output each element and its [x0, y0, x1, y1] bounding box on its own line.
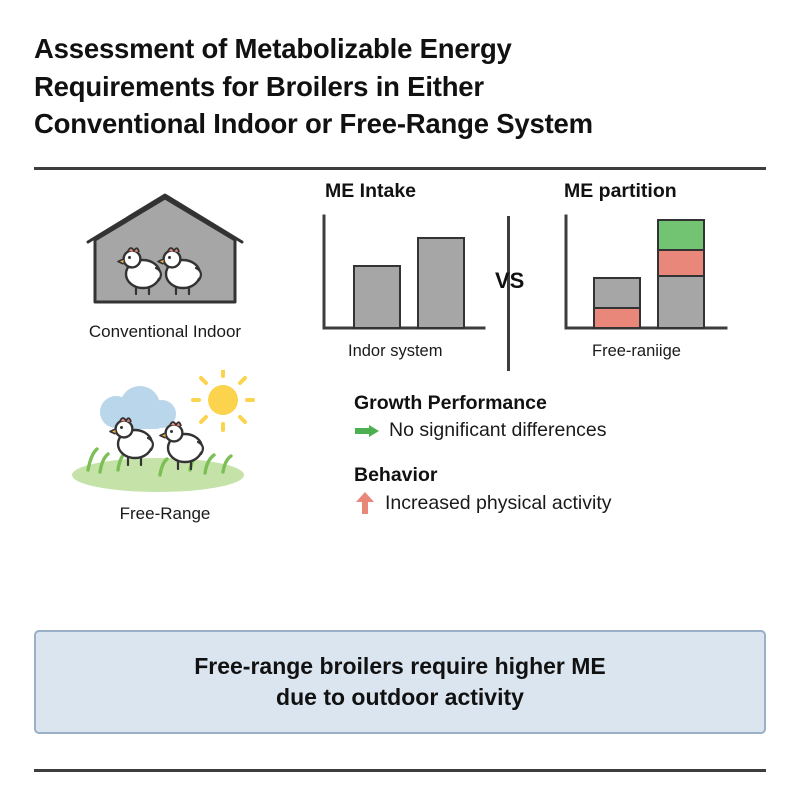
page-title-line-3: Conventional Indoor or Free-Range System [34, 108, 593, 140]
divider-bottom [34, 769, 766, 772]
freerange-caption: Free-Range [119, 504, 211, 524]
arrow-right-green-icon [354, 421, 380, 441]
bar-indoor-maintenance [594, 278, 640, 308]
charts-area [292, 170, 762, 370]
arrow-up-red-icon [354, 491, 376, 515]
indoor-illustration [40, 184, 290, 316]
bar-freerange-growth [658, 220, 704, 250]
bar-indoor [354, 266, 400, 328]
illustration-column [40, 184, 290, 524]
finding-heading-growth: Growth Performance [354, 392, 547, 415]
me-intake-chart-caption: Indor system [348, 342, 443, 361]
vs-label: VS [495, 268, 525, 294]
title-block [34, 0, 766, 143]
me-partition-chart [554, 210, 734, 340]
findings-list [354, 392, 774, 537]
me-partition-chart-caption: Free-raniige [592, 342, 681, 361]
bar-freerange-maintenance [658, 276, 704, 328]
conclusion-line-2: due to outdoor activity [276, 684, 524, 710]
finding-text-behavior: Increased physical activity [385, 491, 612, 514]
page-title-line-1: Assessment of Metabolizable Energy [34, 33, 512, 64]
me-intake-chart-title: ME Intake [325, 180, 417, 203]
finding-growth-performance [354, 392, 774, 442]
bar-indoor-activity [594, 308, 640, 328]
me-intake-chart [312, 210, 492, 340]
conclusion-box [34, 630, 766, 734]
finding-behavior [354, 464, 774, 515]
indoor-caption: Conventional Indoor [88, 322, 242, 342]
chickens-on-grass-with-sun-icon [40, 370, 290, 500]
barn-with-chickens-icon [40, 184, 290, 316]
conclusion-line-1: Free-range broilers require higher ME [194, 652, 606, 679]
bar-freerange [418, 238, 464, 328]
main-content [34, 170, 766, 590]
page-title-line-2: Requirements for Broilers in Either [34, 70, 484, 102]
finding-row-growth [354, 419, 774, 442]
me-partition-chart-title: ME partition [564, 180, 677, 203]
finding-text-growth: No significant differences [389, 419, 607, 442]
finding-heading-behavior: Behavior [354, 464, 438, 487]
finding-row-behavior [354, 491, 774, 515]
bar-freerange-activity [658, 250, 704, 276]
freerange-illustration [40, 370, 290, 500]
